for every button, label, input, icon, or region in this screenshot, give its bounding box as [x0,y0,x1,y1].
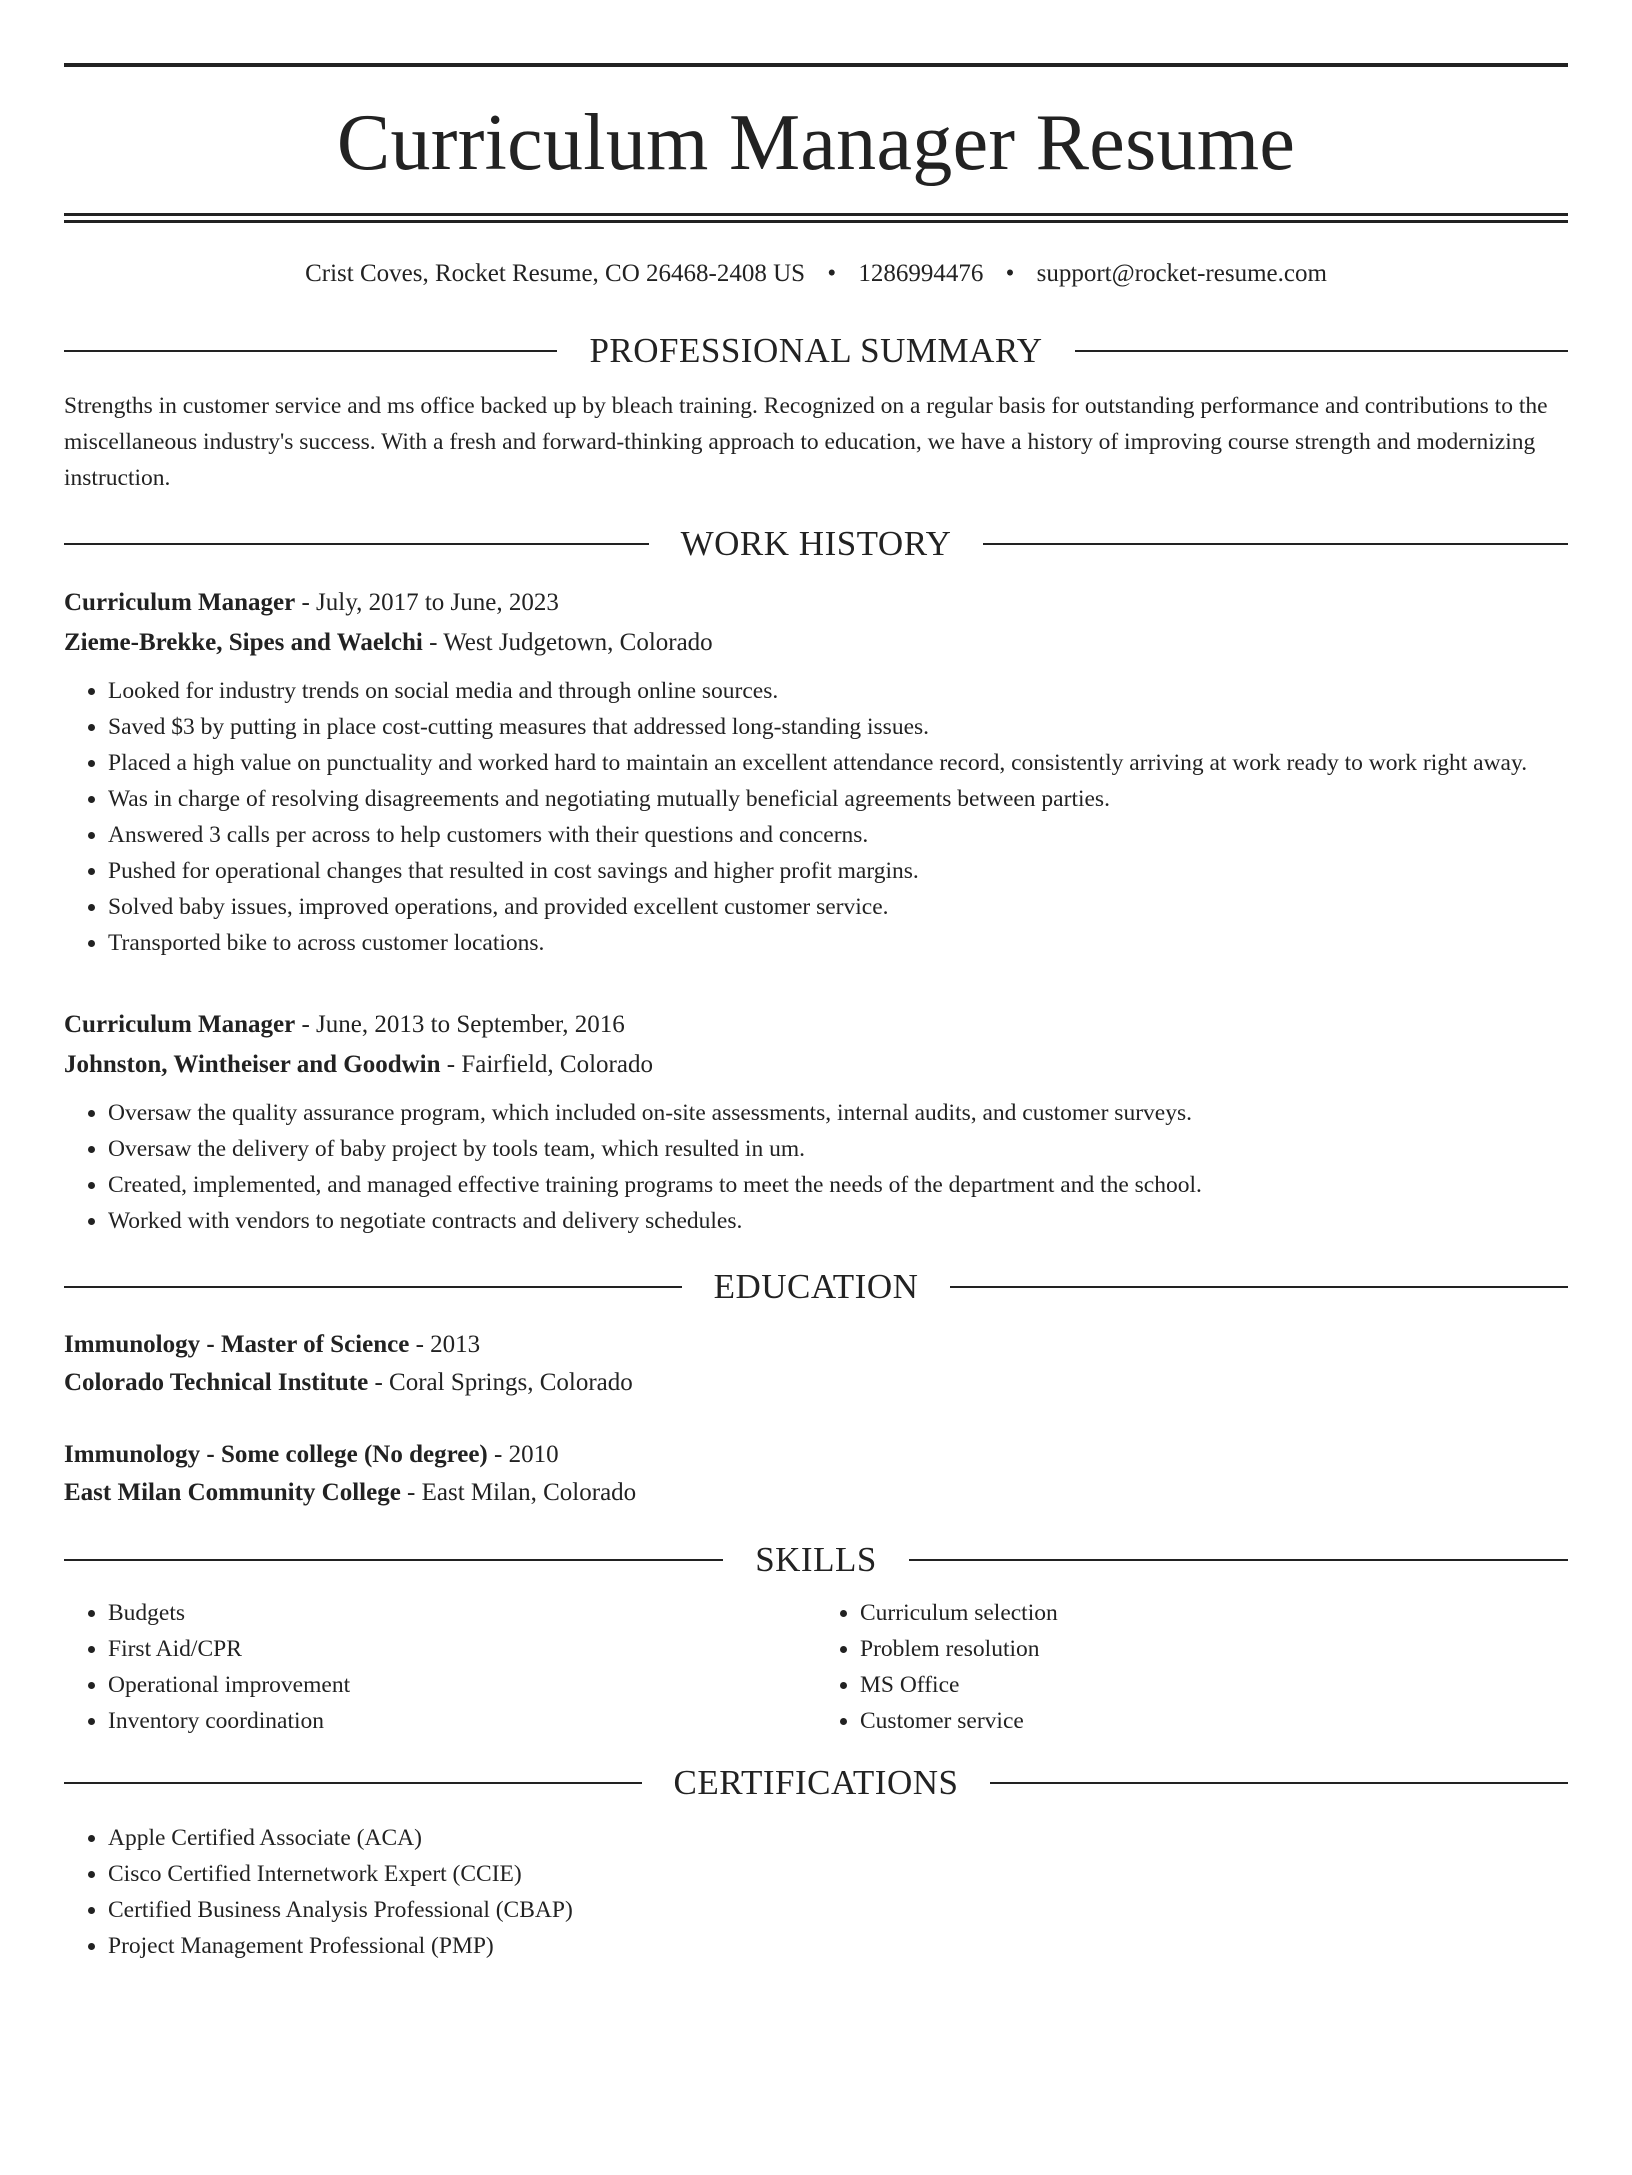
education-school-line [64,1364,1568,1402]
job-bullets [64,673,1568,961]
job-bullet: • Pushed for operational changes that resulted in cost savings and higher profit margins. [108,853,1568,889]
section-title-work: WORK HISTORY [680,524,952,563]
education-degree: Immunology - Master of Science [64,1331,410,1358]
job-dates: - June, 2013 to September, 2016 [295,1011,625,1038]
contact-separator: • [1005,260,1015,287]
job-bullet: • Transported bike to across customer locations. [108,925,1568,961]
education-degree-line [64,1326,1568,1364]
contact-separator: • [827,260,837,287]
skill-item: • First Aid/CPR [108,1631,816,1667]
job-bullet: • Oversaw the delivery of baby project by tools team, which resulted in um. [108,1131,1568,1167]
education-entry [64,1436,1568,1512]
skill-item: • Inventory coordination [108,1703,816,1739]
top-rule [64,63,1568,67]
job-title: Curriculum Manager [64,1011,296,1038]
job-bullet: • Placed a high value on punctuality and worked hard to maintain an excellent attendance record, consistently arriving at work ready to work right away. [108,745,1568,781]
section-heading-certifications [64,1765,1568,1800]
certification-item: • Certified Business Analysis Professional (CBAP) [108,1892,1568,1928]
certifications-block [64,1820,1568,1964]
section-title-certifications: CERTIFICATIONS [673,1763,959,1802]
certifications-list [64,1820,1568,1964]
education-location: - East Milan, Colorado [400,1479,637,1506]
heading-rule [950,1286,1568,1288]
education-year: - 2013 [409,1331,481,1358]
job-location: - Fairfield, Colorado [440,1051,653,1078]
job-title-line [64,583,1568,623]
job-bullet: • Worked with vendors to negotiate contracts and delivery schedules. [108,1203,1568,1239]
heading-rule [1075,350,1568,352]
contact-email[interactable]: support@rocket-resume.com [1036,260,1327,287]
education-entry [64,1326,1568,1402]
section-title-education: EDUCATION [713,1267,919,1306]
skill-item: • MS Office [860,1667,1568,1703]
education-location: - Coral Springs, Colorado [368,1369,633,1396]
section-heading-education [64,1269,1568,1304]
education-school: Colorado Technical Institute [64,1369,369,1396]
certification-item: • Apple Certified Associate (ACA) [108,1820,1568,1856]
heading-rule [64,350,557,352]
contact-phone: 1286994476 [858,260,984,287]
section-heading-skills [64,1542,1568,1577]
job-entry [64,1005,1568,1239]
section-title-summary: PROFESSIONAL SUMMARY [589,331,1043,370]
job-bullet: • Created, implemented, and managed effective training programs to meet the needs of the department and the school. [108,1167,1568,1203]
education-year: - 2010 [487,1441,559,1468]
job-company: Zieme-Brekke, Sipes and Waelchi [64,629,423,656]
heading-rule [909,1559,1568,1561]
job-company-line [64,623,1568,663]
skill-item: • Curriculum selection [860,1595,1568,1631]
skills-list-left [64,1595,816,1739]
skill-item: • Problem resolution [860,1631,1568,1667]
job-bullets [64,1095,1568,1239]
heading-rule [64,1286,682,1288]
section-heading-work [64,526,1568,561]
heading-rule [983,543,1568,545]
job-bullet: • Was in charge of resolving disagreements and negotiating mutually beneficial agreements between parties. [108,781,1568,817]
job-dates: - July, 2017 to June, 2023 [295,589,559,616]
section-title-skills: SKILLS [755,1540,877,1579]
resume-title: Curriculum Manager Resume [336,99,1296,187]
skills-columns [64,1595,1568,1739]
job-bullet: • Solved baby issues, improved operations, and provided excellent customer service. [108,889,1568,925]
education-degree-line [64,1436,1568,1474]
skill-item: • Budgets [108,1595,816,1631]
job-entry [64,583,1568,961]
heading-rule [64,543,649,545]
education-degree: Immunology - Some college (No degree) [64,1441,488,1468]
job-bullet: • Answered 3 calls per across to help customers with their questions and concerns. [108,817,1568,853]
job-bullet: • Looked for industry trends on social media and through online sources. [108,673,1568,709]
contact-line [64,259,1568,289]
resume-page [0,63,1632,2175]
job-title-line [64,1005,1568,1045]
job-bullet: • Saved $3 by putting in place cost-cutting measures that addressed long-standing issues. [108,709,1568,745]
section-heading-summary [64,333,1568,368]
certification-item: • Cisco Certified Internetwork Expert (CCIE) [108,1856,1568,1892]
summary-paragraph: Strengths in customer service and ms office backed up by bleach training. Recognized on a regular basis for outstanding performance and contributions to the miscellaneous industry's success. With a fresh and forward-thinking approach to education, we have a history of improving course strength and modernizing instruction. [64,393,1548,491]
contact-address: Crist Coves, Rocket Resume, CO 26468-2408 US [305,260,806,287]
skill-item: • Operational improvement [108,1667,816,1703]
job-company-line [64,1045,1568,1085]
heading-rule [64,1559,723,1561]
skills-list-right [816,1595,1568,1739]
job-location: - West Judgetown, Colorado [422,629,713,656]
heading-rule [990,1782,1568,1784]
education-school: East Milan Community College [64,1479,401,1506]
job-company: Johnston, Wintheiser and Goodwin [64,1051,441,1078]
title-double-rule [64,213,1568,223]
job-title: Curriculum Manager [64,589,296,616]
skill-item: • Customer service [860,1703,1568,1739]
heading-rule [64,1782,642,1784]
certification-item: • Project Management Professional (PMP) [108,1928,1568,1964]
education-school-line [64,1474,1568,1512]
job-bullet: • Oversaw the quality assurance program, which included on-site assessments, internal audits, and customer surveys. [108,1095,1568,1131]
